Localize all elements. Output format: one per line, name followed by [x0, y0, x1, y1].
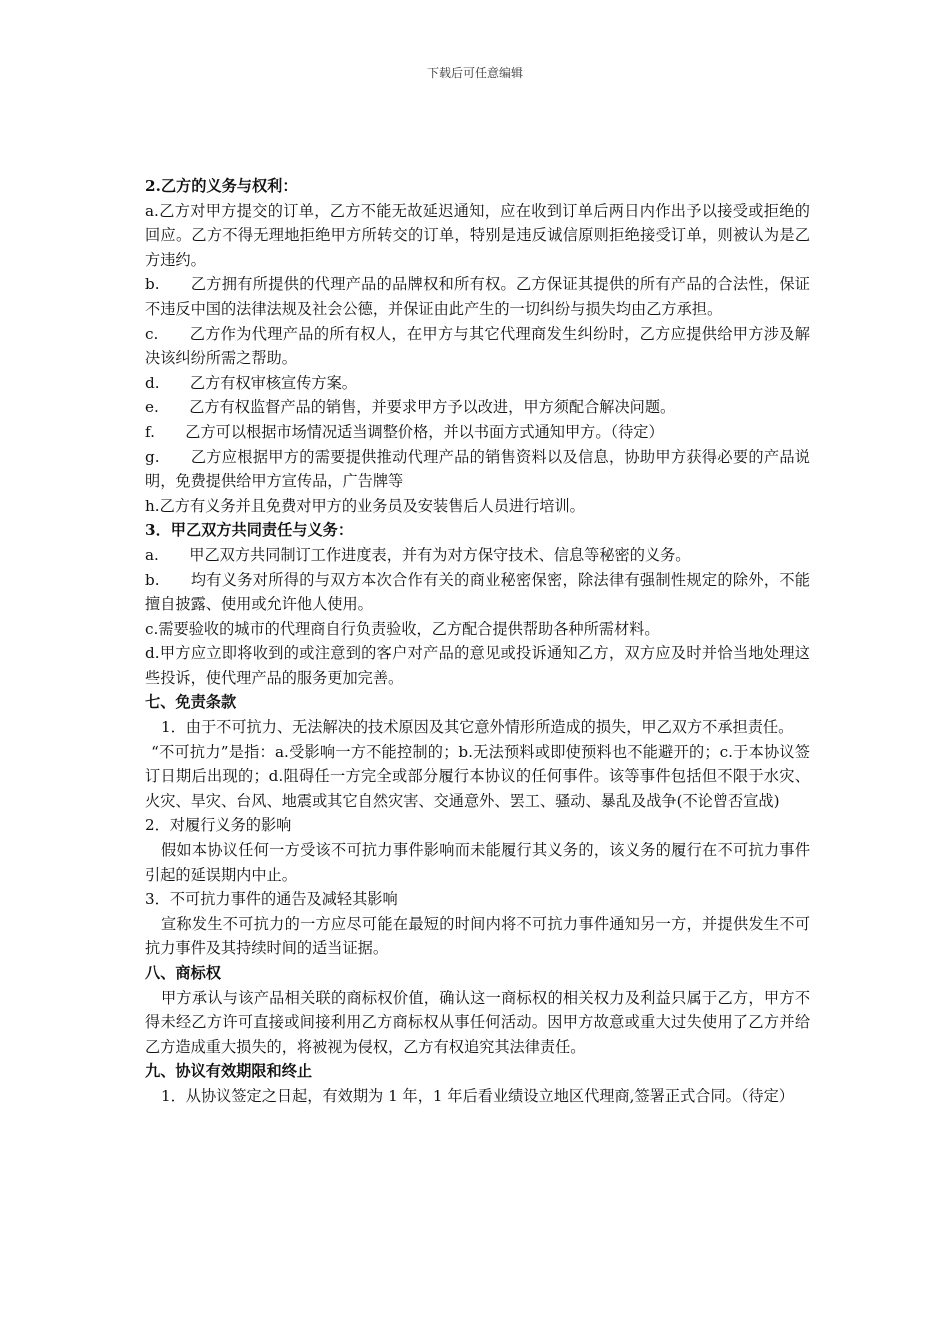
paragraph: 2．对履行义务的影响 [145, 816, 292, 835]
paragraph: g. 乙方应根据甲方的需要提供推动代理产品的销售资料以及信息，协助甲方获得必要的产品说明，免费提供给甲方宣传品，广告牌等 [145, 447, 810, 491]
paragraph: d.甲方应立即将收到的或注意到的客户对产品的意见或投诉通知乙方，双方应及时并恰当地处理这些投诉，使代理产品的服务更加完善。 [145, 644, 810, 687]
paragraph: 甲方承认与该产品相关联的商标权价值，确认这一商标权的相关权力及利益只属于乙方，甲方不得未经乙方许可直接或间接利用乙方商标权从事任何活动。因甲方故意或重大过失使用了乙方并给乙方造成重大损失的，将被视为侵权，乙方有权追究其法律责任。 [145, 988, 810, 1056]
paragraph: d. 乙方有权审核宣传方案。 [145, 373, 357, 392]
paragraph: b. 乙方拥有所提供的代理产品的品牌权和所有权。乙方保证其提供的所有产品的合法性，保证不违反中国的法律法规及社会公德，并保证由此产生的一切纠纷与损失均由乙方承担。 [145, 275, 810, 318]
page-header: 下载后可任意编辑 [426, 66, 523, 80]
paragraph: e. 乙方有权监督产品的销售，并要求甲方予以改进，甲方须配合解决问题。 [145, 398, 676, 417]
paragraph: a.乙方对甲方提交的订单，乙方不能无故延迟通知，应在收到订单后两日内作出予以接受或拒绝的回应。乙方不得无理地拒绝甲方所转交的订单，特别是违反诚信原则拒绝接受订单，则被认为是乙方违约。 [145, 201, 810, 269]
paragraph: b. 均有义务对所得的与双方本次合作有关的商业秘密保密，除法律有强制性规定的除外，不能擅自披露、使用或允许他人使用。 [145, 570, 810, 614]
paragraph: “不可抗力”是指：a.受影响一方不能控制的；b.无法预料或即使预料也不能避开的；c.于本协议签订日期后出现的；d.阻碍任一方完全或部分履行本协议的任何事件。该等事件包括但不限于水灾、火灾、旱灾、台风、地震或其它自然灾害、交通意外、罢工、骚动、暴乱及战争(不论曾否宣战) [145, 742, 810, 810]
paragraph: 宣称发生不可抗力的一方应尽可能在最短的时间内将不可抗力事件通知另一方，并提供发生不可抗力事件及其持续时间的适当证据。 [145, 914, 810, 958]
document-body [145, 174, 810, 1109]
section-heading: 3．甲乙双方共同责任与义务： [145, 521, 354, 540]
paragraph: c. 乙方作为代理产品的所有权人，在甲方与其它代理商发生纠纷时，乙方应提供给甲方涉及解决该纠纷所需之帮助。 [145, 324, 810, 368]
paragraph: c.需要验收的城市的代理商自行负责验收，乙方配合提供帮助各种所需材料。 [145, 619, 660, 638]
paragraph: a. 甲乙双方共同制订工作进度表，并有为对方保守技术、信息等秘密的义务。 [145, 545, 691, 564]
paragraph: 假如本协议任何一方受该不可抗力事件影响而未能履行其义务的，该义务的履行在不可抗力事件引起的延误期内中止。 [145, 841, 810, 884]
paragraph: f. 乙方可以根据市场情况适当调整价格，并以书面方式通知甲方。（待定） [145, 422, 664, 441]
paragraph: 1．从协议签定之日起，有效期为 1 年，1 年后看业绩设立地区代理商,签署正式合同。（待定） [160, 1086, 794, 1105]
paragraph: 1．由于不可抗力、无法解决的技术原因及其它意外情形所造成的损失，甲乙双方不承担责任。 [160, 718, 794, 737]
paragraph: h.乙方有义务并且免费对甲方的业务员及安装售后人员进行培训。 [145, 496, 585, 515]
paragraph: 3．不可抗力事件的通告及减轻其影响 [145, 890, 398, 909]
section-heading: 七、免责条款 [145, 693, 237, 712]
section-heading: 九、协议有效期限和终止 [145, 1062, 313, 1081]
section-heading: 2.乙方的义务与权利： [145, 177, 298, 195]
section-heading: 八、商标权 [145, 964, 221, 982]
